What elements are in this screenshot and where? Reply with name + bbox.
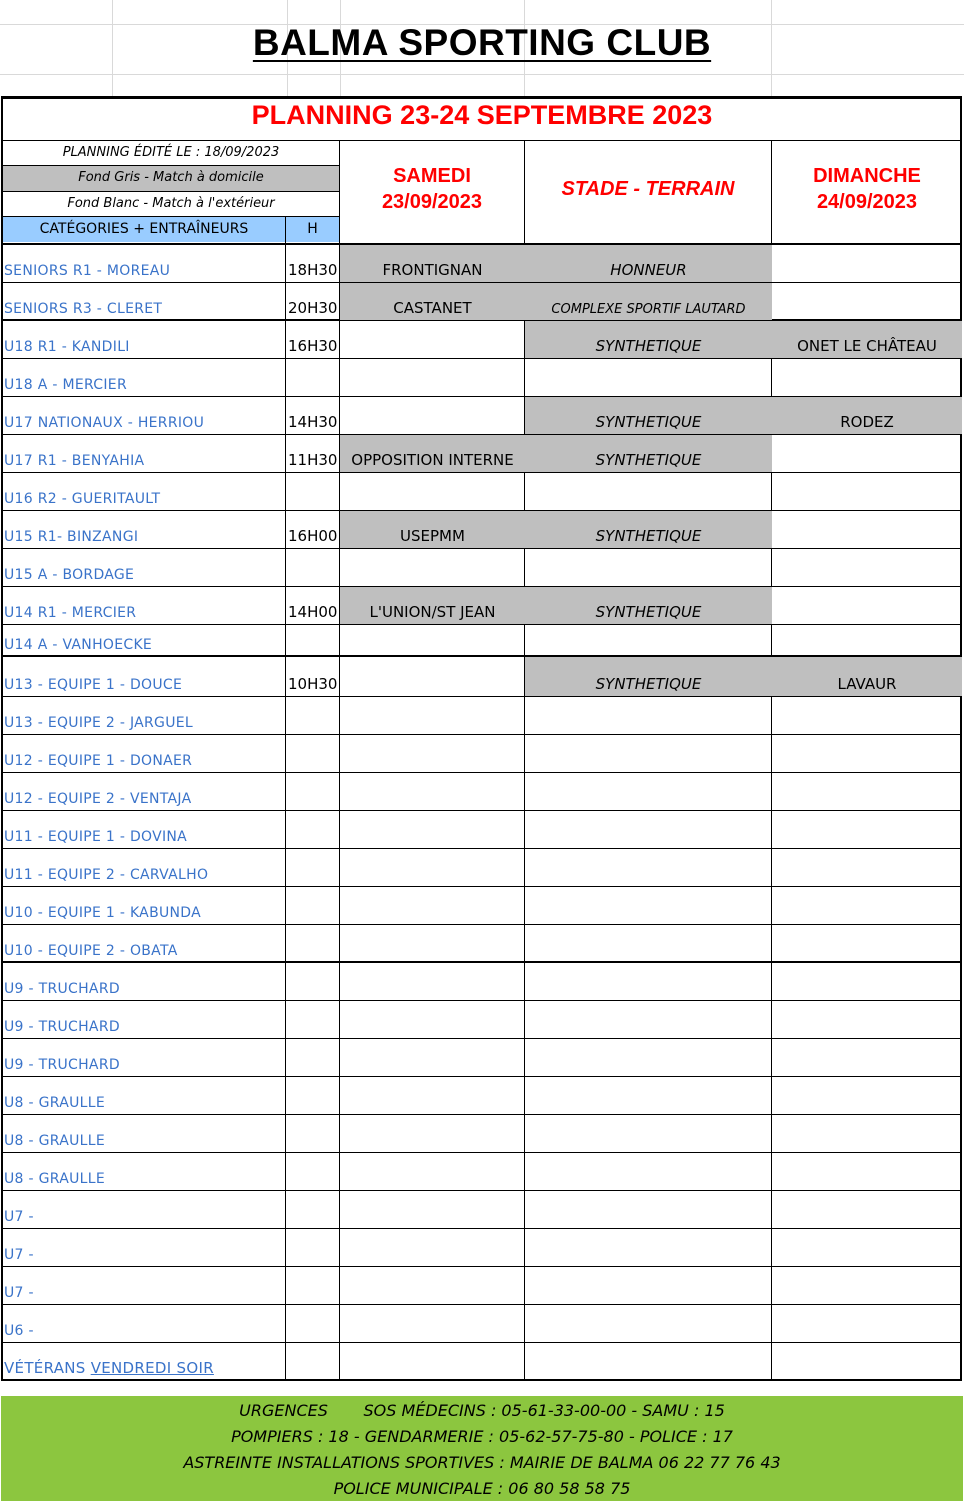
table-row [3, 1077, 962, 1114]
stade-cell: COMPLEXE SPORTIF LAUTARD [525, 283, 772, 320]
table-row [3, 587, 962, 624]
category-cell: U8 - GRAULLE [4, 1095, 105, 1111]
sunday-cell [772, 735, 962, 772]
stade-cell [525, 359, 772, 396]
stade-cell: SYNTHETIQUE [525, 511, 772, 548]
header-hour [286, 217, 339, 242]
category-cell: U14 R1 - MERCIER [4, 605, 137, 621]
table-row [3, 435, 962, 472]
table-row [3, 473, 962, 510]
hour-cell: 14H30 [288, 413, 338, 431]
divider [285, 217, 286, 244]
hour-cell [286, 1039, 340, 1076]
veterans-link[interactable]: VENDREDI SOIR [90, 1359, 214, 1377]
category-cell: U11 - EQUIPE 2 - CARVALHO [4, 867, 209, 883]
category-cell: U18 R1 - KANDILI [4, 339, 130, 355]
category-cell: U6 - [4, 1323, 34, 1339]
table-row [3, 657, 962, 696]
header-hour-label: H [307, 221, 318, 237]
stade-cell [525, 963, 772, 1000]
hour-cell [286, 473, 340, 510]
stade-cell: SYNTHETIQUE [525, 321, 772, 358]
category-cell: U7 - [4, 1247, 34, 1263]
saturday-cell [340, 549, 525, 586]
stade-cell: SYNTHETIQUE [525, 435, 772, 472]
table-row [3, 735, 962, 772]
table-row [3, 1305, 962, 1342]
saturday-cell [340, 773, 525, 810]
hour-cell [286, 925, 340, 962]
header-categories-label: CATÉGORIES + ENTRAÎNEURS [39, 221, 249, 237]
stade-cell: SYNTHETIQUE [525, 587, 772, 624]
category-cell: U14 A - VANHOECKE [4, 637, 153, 653]
saturday-cell [340, 359, 525, 396]
table-row [3, 849, 962, 886]
header-categories [3, 217, 285, 242]
saturday-date: 23/09/2023 [381, 191, 483, 213]
sunday-cell: RODEZ [772, 397, 962, 434]
table-row [3, 1267, 962, 1304]
category-cell: U9 - TRUCHARD [4, 1057, 120, 1073]
stade-cell: SYNTHETIQUE [525, 397, 772, 434]
sunday-cell [772, 925, 962, 962]
category-cell: U13 - EQUIPE 2 - JARGUEL [4, 715, 193, 731]
table-row [3, 1039, 962, 1076]
stade-cell [525, 625, 772, 656]
hour-cell [286, 963, 340, 1000]
sunday-label: DIMANCHE [813, 165, 921, 187]
saturday-cell [340, 1115, 525, 1152]
sunday-cell [772, 549, 962, 586]
stade-cell [525, 1305, 772, 1342]
saturday-cell [340, 1229, 525, 1266]
saturday-cell: USEPMM [340, 511, 525, 548]
saturday-cell: FRONTIGNAN [340, 245, 525, 282]
category-cell: SENIORS R3 - CLERET [4, 301, 163, 317]
category-cell: U12 - EQUIPE 2 - VENTAJA [4, 791, 192, 807]
category-cell: U9 - TRUCHARD [4, 981, 120, 997]
planning-title: PLANNING 23-24 SEPTEMBRE 2023 [251, 100, 713, 130]
sunday-cell [772, 245, 962, 282]
veterans-cell [3, 1343, 286, 1380]
veterans-label: VÉTÉRANS [4, 1359, 86, 1377]
stade-cell [525, 1039, 772, 1076]
table-row [3, 511, 962, 548]
sunday-cell [772, 811, 962, 848]
table-row [3, 1229, 962, 1266]
category-cell: U16 R2 - GUERITAULT [4, 491, 161, 507]
sunday-cell: LAVAUR [772, 657, 962, 696]
stade-cell [525, 1153, 772, 1190]
hour-cell [286, 1115, 340, 1152]
sunday-cell [772, 849, 962, 886]
category-cell: U10 - EQUIPE 1 - KABUNDA [4, 905, 201, 921]
table-row [3, 887, 962, 924]
table-row [3, 397, 962, 434]
footer-line-4: POLICE MUNICIPALE : 06 80 58 58 75 [333, 1479, 631, 1498]
saturday-cell [340, 1077, 525, 1114]
hour-cell [286, 849, 340, 886]
divider [3, 140, 962, 141]
sunday-cell [772, 1115, 962, 1152]
stade-cell [525, 773, 772, 810]
saturday-cell [340, 1305, 525, 1342]
hour-cell: 20H30 [288, 299, 338, 317]
stade-cell [525, 473, 772, 510]
stade-cell [525, 925, 772, 962]
sunday-cell [772, 511, 962, 548]
stade-cell [525, 1077, 772, 1114]
stade-cell [525, 1267, 772, 1304]
footer-line-3: ASTREINTE INSTALLATIONS SPORTIVES : MAIRIE DE BALMA 06 22 77 76 43 [183, 1453, 781, 1472]
table-row [3, 925, 962, 962]
hour-cell: 10H30 [288, 675, 338, 693]
saturday-cell [340, 1153, 525, 1190]
footer-line-1: URGENCES SOS MÉDECINS : 05-61-33-00-00 - SAMU : 15 [239, 1401, 725, 1420]
table-row [3, 811, 962, 848]
category-cell: U8 - GRAULLE [4, 1171, 105, 1187]
hour-cell [286, 773, 340, 810]
category-cell: SENIORS R1 - MOREAU [4, 263, 171, 279]
sunday-cell [772, 887, 962, 924]
category-cell: U13 - EQUIPE 1 - DOUCE [4, 677, 183, 693]
hour-cell [286, 1077, 340, 1114]
saturday-cell: CASTANET [340, 283, 525, 320]
category-cell: U18 A - MERCIER [4, 377, 127, 393]
stade-cell [525, 735, 772, 772]
hour-cell [286, 735, 340, 772]
category-cell: U15 A - BORDAGE [4, 567, 135, 583]
saturday-label: SAMEDI [393, 165, 471, 187]
sunday-cell [772, 473, 962, 510]
saturday-cell [340, 963, 525, 1000]
saturday-cell [340, 1191, 525, 1228]
hour-cell [286, 1229, 340, 1266]
hour-cell [286, 359, 340, 396]
header-saturday [340, 163, 524, 215]
category-cell: U15 R1- BINZANGI [4, 529, 139, 545]
table-row [3, 1115, 962, 1152]
sunday-cell [772, 1229, 962, 1266]
category-cell: U11 - EQUIPE 1 - DOVINA [4, 829, 188, 845]
stade-cell [525, 549, 772, 586]
stade-cell [525, 1115, 772, 1152]
hour-cell: 16H30 [288, 337, 338, 355]
saturday-cell [340, 1039, 525, 1076]
sunday-date: 24/09/2023 [816, 191, 918, 213]
emergency-footer [1, 1396, 963, 1501]
saturday-cell [340, 925, 525, 962]
table-row [3, 359, 962, 396]
hour-cell [286, 1267, 340, 1304]
club-title: BALMA SPORTING CLUB [252, 22, 712, 63]
sunday-cell [772, 963, 962, 1000]
saturday-cell: OPPOSITION INTERNE [340, 435, 525, 472]
hour-cell [286, 887, 340, 924]
saturday-cell [340, 397, 525, 434]
table-row [3, 1153, 962, 1190]
hour-cell: 11H30 [288, 451, 338, 469]
category-cell: U7 - [4, 1209, 34, 1225]
saturday-cell [340, 887, 525, 924]
table-row [3, 549, 962, 586]
hour-cell [286, 1305, 340, 1342]
divider [3, 191, 339, 192]
saturday-cell [340, 697, 525, 734]
category-cell: U10 - EQUIPE 2 - OBATA [4, 943, 178, 959]
stade-cell: HONNEUR [525, 245, 772, 282]
sunday-cell [772, 587, 962, 624]
hour-cell [286, 811, 340, 848]
saturday-cell [340, 473, 525, 510]
table-row [3, 283, 962, 320]
stade-cell [525, 1229, 772, 1266]
hour-cell: 18H30 [288, 261, 338, 279]
saturday-cell [340, 1267, 525, 1304]
table-row [3, 245, 962, 282]
saturday-cell [340, 735, 525, 772]
hour-cell: 16H00 [288, 527, 338, 545]
table-row [3, 625, 962, 656]
table-row [3, 1001, 962, 1038]
saturday-cell [340, 849, 525, 886]
table-row [3, 1191, 962, 1228]
sunday-cell [772, 435, 962, 472]
category-cell: U17 R1 - BENYAHIA [4, 453, 145, 469]
hour-cell [286, 625, 340, 656]
saturday-cell [340, 625, 525, 656]
hour-cell [286, 549, 340, 586]
table-row [3, 773, 962, 810]
category-cell: U7 - [4, 1285, 34, 1301]
sunday-cell [772, 773, 962, 810]
stade-cell [525, 811, 772, 848]
table-row [3, 697, 962, 734]
category-cell: U8 - GRAULLE [4, 1133, 105, 1149]
sunday-cell: ONET LE CHÂTEAU [772, 321, 962, 358]
legend-home: Fond Gris - Match à domicile [3, 166, 339, 191]
sunday-cell [772, 359, 962, 396]
saturday-cell: L'UNION/ST JEAN [340, 587, 525, 624]
category-cell: U12 - EQUIPE 1 - DONAER [4, 753, 193, 769]
sunday-cell [772, 1267, 962, 1304]
divider [3, 165, 339, 166]
saturday-cell [340, 321, 525, 358]
saturday-cell [340, 1001, 525, 1038]
sunday-cell [772, 1153, 962, 1190]
stade-cell: SYNTHETIQUE [525, 657, 772, 696]
table-row [3, 963, 962, 1000]
category-cell: U17 NATIONAUX - HERRIOU [4, 415, 205, 431]
stade-cell [525, 697, 772, 734]
category-cell: U9 - TRUCHARD [4, 1019, 120, 1035]
stade-cell [525, 1001, 772, 1038]
hour-cell [286, 1001, 340, 1038]
stade-cell [525, 849, 772, 886]
sunday-cell [772, 1305, 962, 1342]
edited-date: PLANNING ÉDITÉ LE : 18/09/2023 [62, 145, 280, 160]
stade-cell [525, 887, 772, 924]
footer-line-2: POMPIERS : 18 - GENDARMERIE : 05-62-57-75-80 - POLICE : 17 [231, 1427, 733, 1446]
header-stade: STADE - TERRAIN [561, 178, 735, 200]
hour-cell [286, 1153, 340, 1190]
hour-cell: 14H00 [288, 603, 338, 621]
sunday-cell [772, 1191, 962, 1228]
sunday-cell [772, 1001, 962, 1038]
sunday-cell [772, 1039, 962, 1076]
sunday-cell [772, 697, 962, 734]
saturday-cell [340, 811, 525, 848]
stade-cell [525, 1191, 772, 1228]
legend-away: Fond Blanc - Match à l'extérieur [67, 196, 275, 211]
sunday-cell [772, 625, 962, 656]
sunday-cell [772, 283, 962, 320]
header-sunday [772, 163, 962, 215]
table-row [3, 321, 962, 358]
veterans-row [3, 1343, 962, 1380]
sunday-cell [772, 1077, 962, 1114]
hour-cell [286, 697, 340, 734]
hour-cell [286, 1191, 340, 1228]
saturday-cell [340, 657, 525, 696]
